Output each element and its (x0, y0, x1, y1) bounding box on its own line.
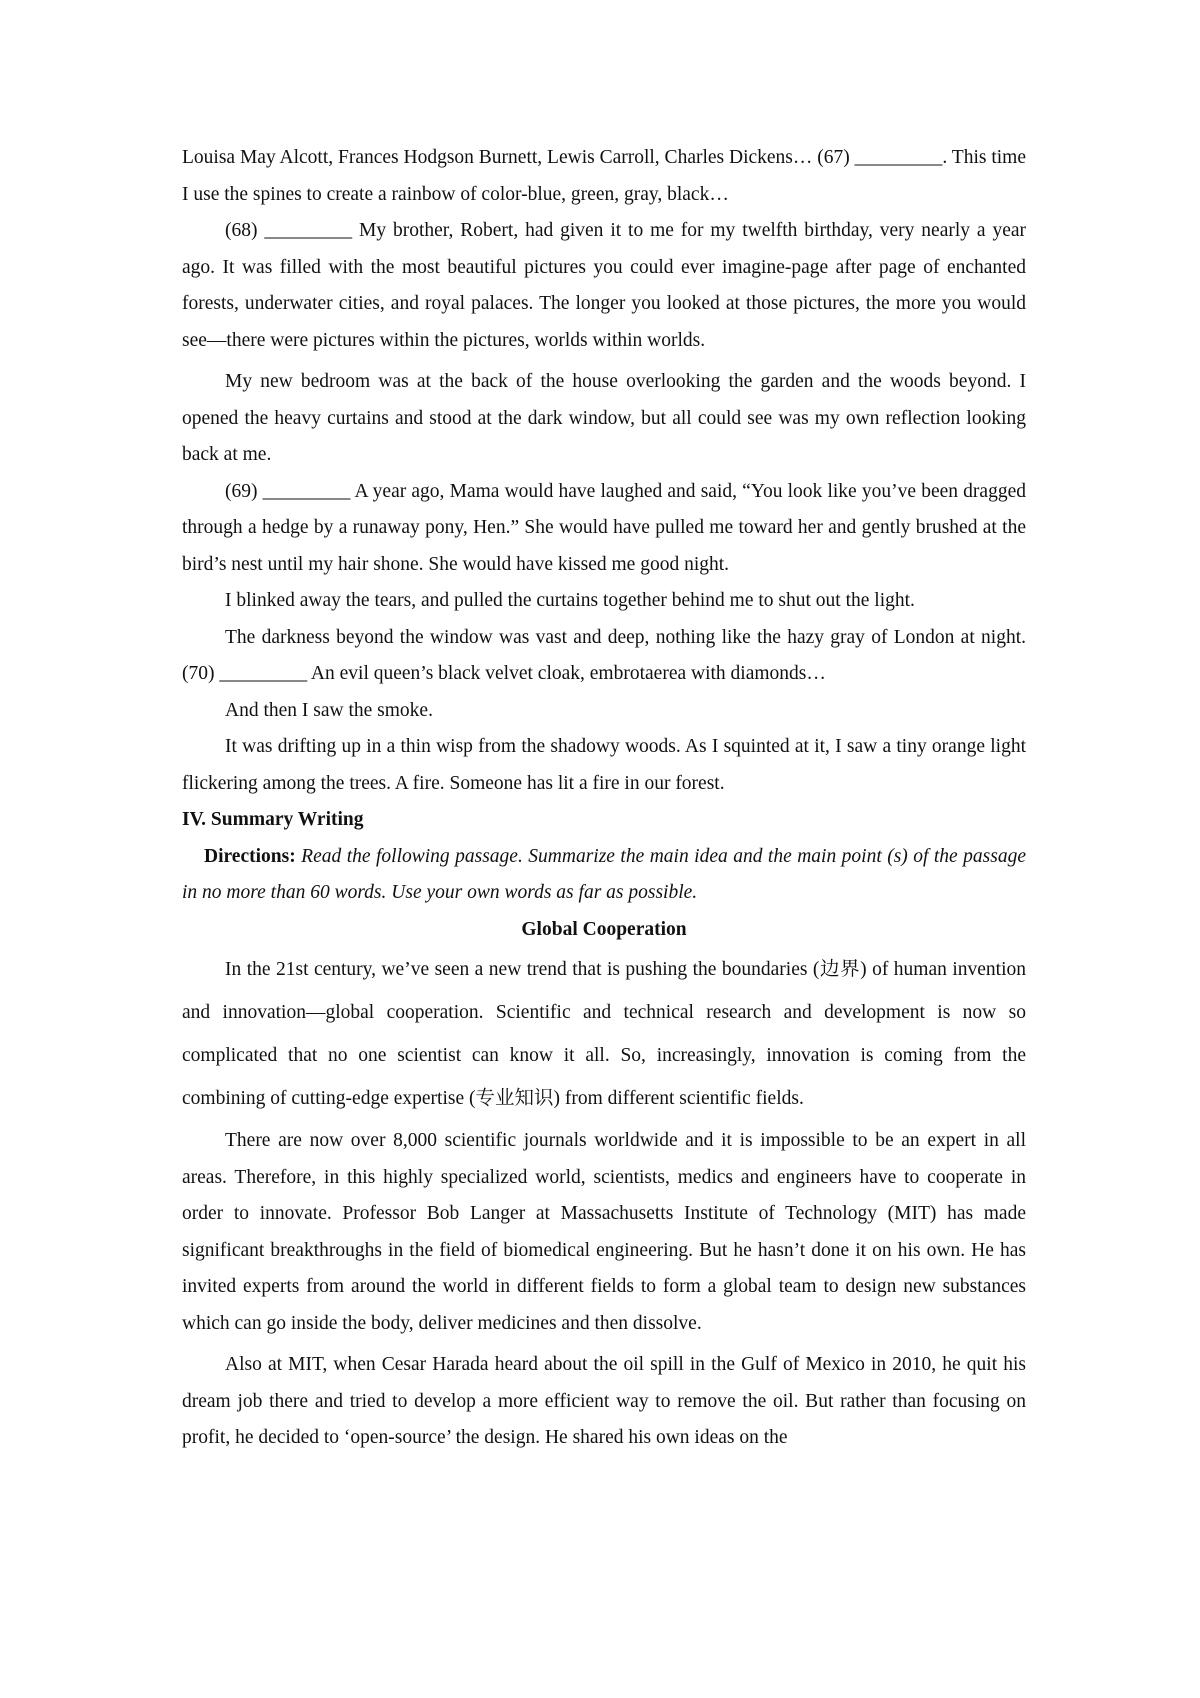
summary-paragraph-1: In the 21st century, we’ve seen a new trend that is pushing the boundaries (边界) of human invention and innovation—global cooperation. Scientific and technical research and development is now so complicated that no one scientist can know it all. So, increasingly, innovation is coming from the combining of cutting-edge expertise (专业知识) from different scientific fields. (182, 959, 1026, 1109)
directions-label: Directions: (204, 845, 296, 867)
summary-paragraph-3: Also at MIT, when Cesar Harada heard about the oil spill in the Gulf of Mexico in 2010, he quit his dream job there and tried to develop a more efficient way to remove the oil. But rather than focusing on profit, he decided to ‘open-source’ the design. He shared his own ideas on the (182, 1354, 1026, 1448)
passage-paragraph-5: I blinked away the tears, and pulled the curtains together behind me to shut out the light. (225, 590, 915, 611)
passage-paragraph-3: My new bedroom was at the back of the house overlooking the garden and the woods beyond. I opened the heavy curtains and stood at the dark window, but all could see was my own reflection looking back at me. (182, 371, 1026, 465)
passage-paragraph-4: (69) _________ A year ago, Mama would have laughed and said, “You look like you’ve been dragged through a hedge by a runaway pony, Hen.” She would have pulled me toward her and gently brushed at the bird’s nest until my hair shone. She would have kissed me good night. (182, 480, 1026, 575)
passage-paragraph-7: And then I saw the smoke. (225, 699, 433, 721)
passage-paragraph-6: The darkness beyond the window was vast and deep, nothing like the hazy gray of London at night. (70) _________ An evil queen’s black velvet cloak, embrotaerea with diamonds… (182, 626, 1026, 684)
passage-title: Global Cooperation (521, 918, 687, 940)
summary-paragraph-2: There are now over 8,000 scientific journals worldwide and it is impossible to be an expert in all areas. Therefore, in this highly specialized world, scientists, medics and engineers have to cooperate in order to innovate. Professor Bob Langer at Massachusetts Institute of Technology (MIT) has made significant breakthroughs in the field of biomedical engineering. But he hasn’t done it on his own. He has invited experts from around the world in different fields to form a global team to design new substances which can go inside the body, deliver medicines and then dissolve. (182, 1130, 1026, 1334)
passage-paragraph-8: It was drifting up in a thin wisp from the shadowy woods. As I squinted at it, I saw a tiny orange light flickering among the trees. A fire. Someone has lit a fire in our forest. (182, 736, 1026, 794)
passage-paragraph-1: Louisa May Alcott, Frances Hodgson Burnett, Lewis Carroll, Charles Dickens… (67) _________. This time I use the spines to create a rainbow of color-blue, green, gray, black… (182, 147, 1026, 205)
section-heading: IV. Summary Writing (182, 809, 364, 830)
document-page (182, 140, 1026, 1457)
directions-text: Read the following passage. Summarize the main idea and the main point (s) of the passage in no more than 60 words. Use your own words as far as possible. (182, 845, 1027, 903)
passage-paragraph-2: (68) _________ My brother, Robert, had given it to me for my twelfth birthday, very nearly a year ago. It was filled with the most beautiful pictures you could ever imagine-page after page of enchanted forests, underwater cities, and royal palaces. The longer you looked at those pictures, the more you would see—there were pictures within the pictures, worlds within worlds. (182, 220, 1026, 351)
directions (182, 839, 1026, 912)
